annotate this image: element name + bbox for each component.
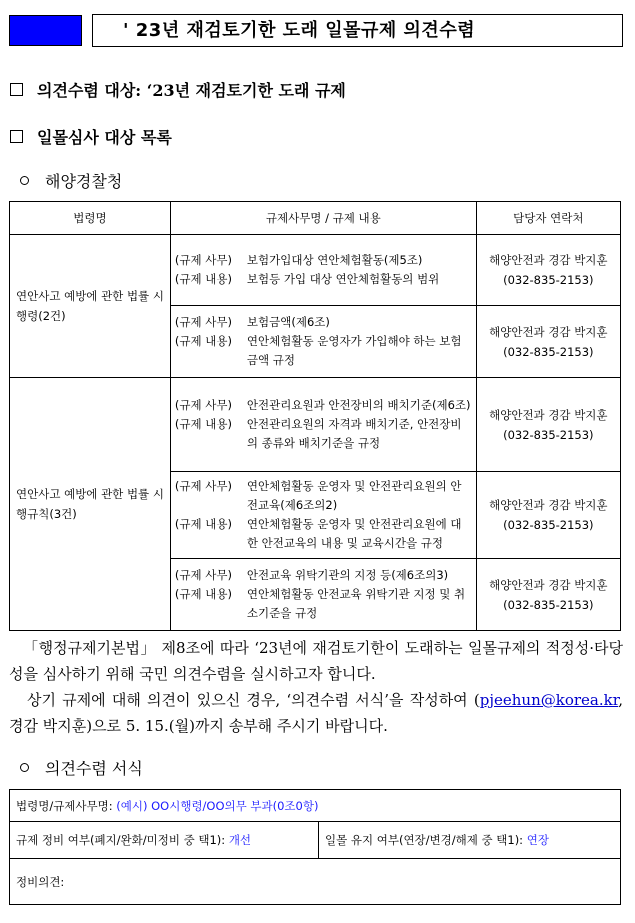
contact-cell: 해양안전과 경감 박지훈 (032-835-2153) [476,559,620,631]
law-name-cell: 연안사고 예방에 관한 법률 시행령(2건) [10,235,171,378]
section-list-label: 일몰심사 대상 목록 [37,128,172,147]
header-color-block [9,15,82,46]
sunset-status-example: 연장 [526,833,549,847]
section-target-label: 의견수렴 대상: ‘23년 재검토기한 도래 규제 [37,81,346,100]
contact-cell: 해양안전과 경감 박지훈 (032-835-2153) [476,378,620,472]
contact-cell: 해양안전과 경감 박지훈 (032-835-2153) [476,306,620,378]
regulation-cell: (규제 사무) 안전관리요원과 안전장비의 배치기준(제6조) (규제 내용) 안전관리요원의 자격과 배치기준, 안전장비의 종류와 배치기준을 규정 [170,378,476,472]
law-field[interactable]: 법령명/규제사무명: (예시) OO시행령/OO의무 부과(0조0항) [10,790,621,822]
circle-bullet-icon [20,763,29,772]
regulation-cell: (규제 사무) 보험가입대상 연안체험활동(제5조) (규제 내용) 보험등 가입 대상 연안체험활동의 범위 [170,235,476,306]
notice-paragraph-2: 상기 규제에 대해 의견이 있으신 경우, ‘의견수렴 서식’을 작성하여 (pjeehun@korea.kr, 경감 박지훈)으로 5. 15.(월)까지 송부해 주시기 바랍니다. [9,691,623,735]
table-header-row [10,202,621,235]
header-contact: 담당자 연락처 [476,202,620,235]
agency-heading [20,169,122,192]
regulation-cell: (규제 사무) 보험금액(제6조) (규제 내용) 연안체험활동 운영자가 가입해야 하는 보험금액 규정 [170,306,476,378]
notice-paragraph-1: 「행정규제기본법」 제8조에 따라 ‘23년에 재검토기한이 도래하는 일몰규제의 적정성·타당성을 심사하기 위해 국민 의견수렴을 실시하고자 합니다. [9,639,623,683]
regulation-cell: (규제 사무) 연안체험활동 운영자 및 안전관리요원의 안전교육(제6조의2) (규제 내용) 연안체험활동 운영자 및 안전관리요원에 대한 안전교육의 내용 및 교육시간을 규정 [170,472,476,559]
section-target [10,78,346,101]
law-name-cell: 연안사고 예방에 관한 법률 시행규칙(3건) [10,378,171,631]
regulation-table [9,201,621,631]
checkbox-square-icon [10,130,23,143]
checkbox-square-icon [10,83,23,96]
opinion-field[interactable]: 정비의견: [10,859,621,905]
form-heading-label: 의견수렴 서식 [45,759,143,778]
contact-cell: 해양안전과 경감 박지훈 (032-835-2153) [476,235,620,306]
opinion-form [9,789,621,905]
circle-bullet-icon [20,176,29,185]
regulation-status-field[interactable]: 규제 정비 여부(폐지/완화/미정비 중 택1): 개선 [10,822,319,859]
agency-label: 해양경찰청 [45,172,123,191]
form-heading [20,756,143,779]
page-header [9,14,623,47]
law-example: (예시) OO시행령/OO의무 부과(0조0항) [116,798,319,813]
regulation-cell: (규제 사무) 안전교육 위탁기관의 지정 등(제6조의3) (규제 내용) 연안체험활동 안전교육 위탁기관 지정 및 취소기준을 규정 [170,559,476,631]
regulation-status-example: 개선 [228,833,252,847]
table-row [10,235,621,306]
email-link[interactable]: pjeehun@korea.kr [479,691,619,709]
header-law: 법령명 [10,202,171,235]
page-title: ' 23년 재검토기한 도래 일몰규제 의견수렴 [92,14,623,47]
sunset-status-field[interactable]: 일몰 유지 여부(연장/변경/해제 중 택1): 연장 [319,822,621,859]
contact-cell: 해양안전과 경감 박지훈 (032-835-2153) [476,472,620,559]
header-regulation: 규제사무명 / 규제 내용 [170,202,476,235]
section-list [10,125,172,148]
table-row [10,378,621,472]
